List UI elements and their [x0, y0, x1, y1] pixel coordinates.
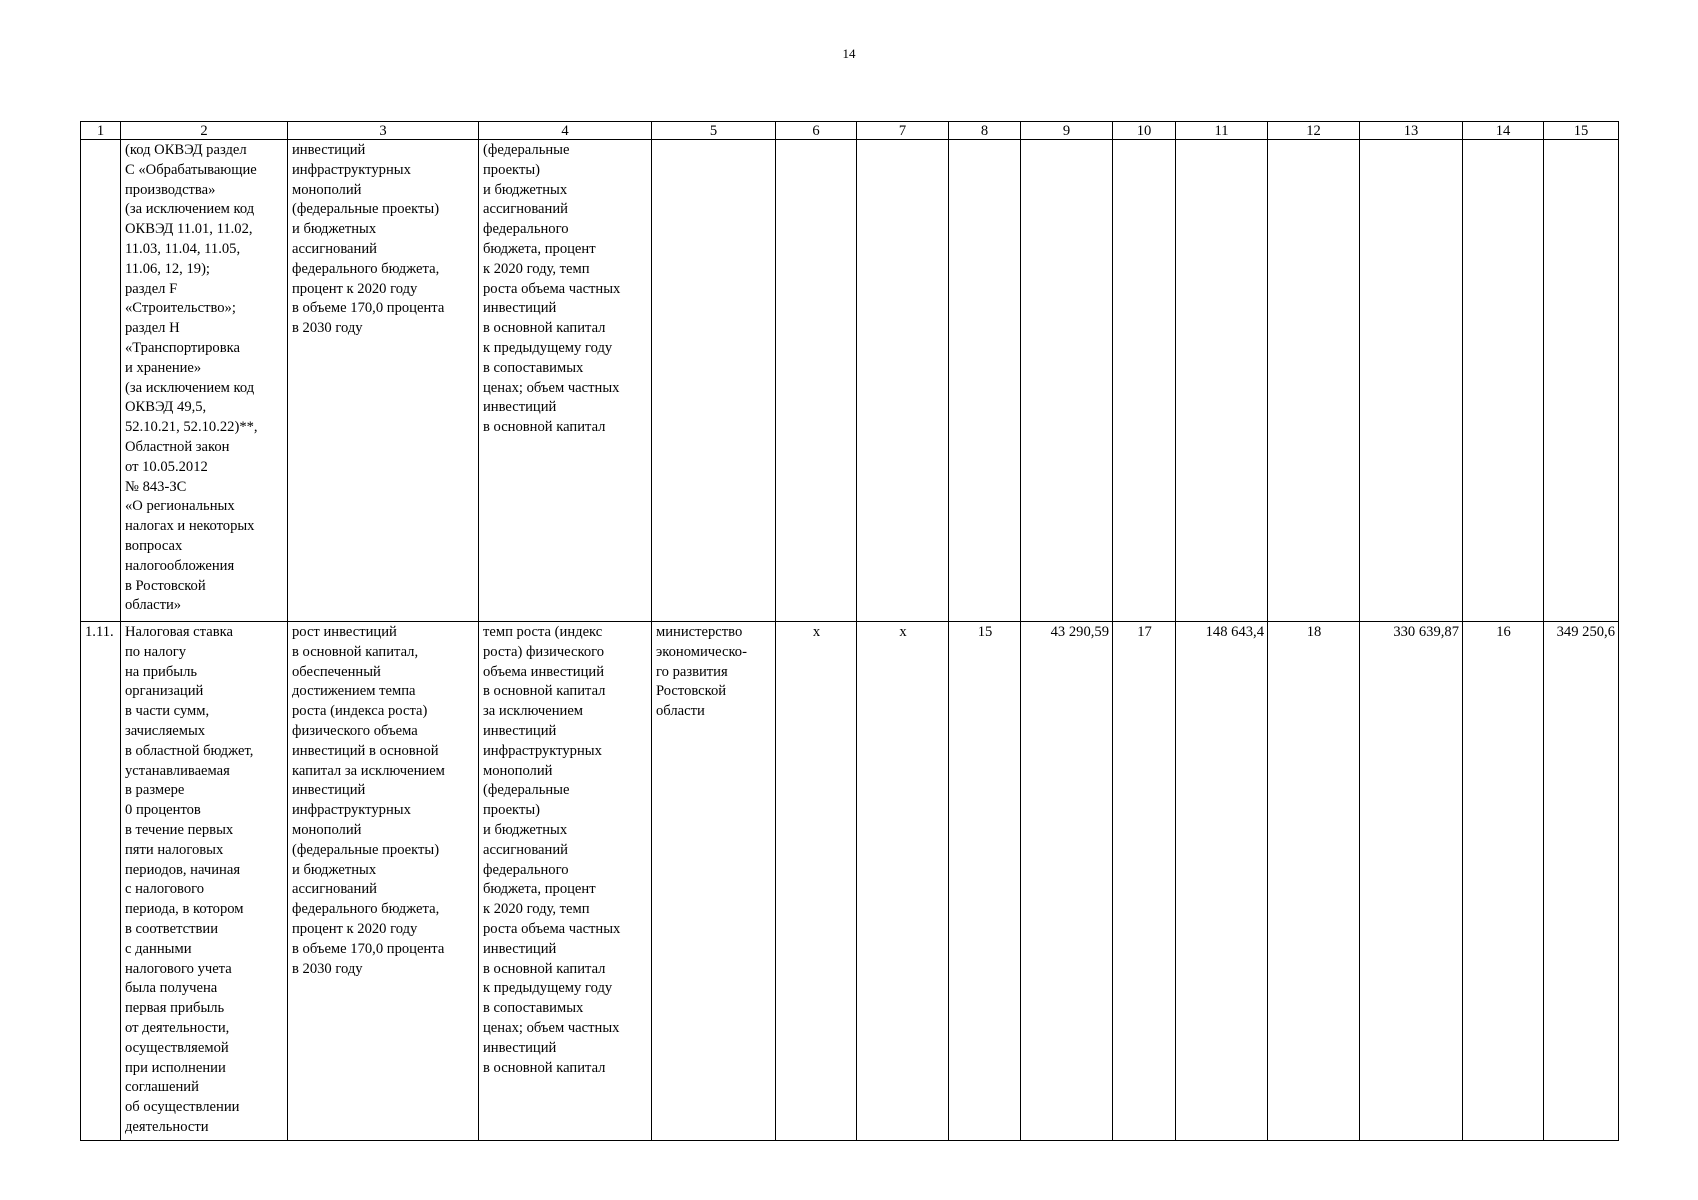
cell-col9: 43 290,59	[1021, 622, 1113, 1141]
column-header-4: 4	[479, 122, 652, 140]
column-header-15: 15	[1544, 122, 1619, 140]
column-header-11: 11	[1176, 122, 1268, 140]
cell-col10	[1113, 140, 1176, 622]
cell-col10: 17	[1113, 622, 1176, 1141]
cell-col14	[1463, 140, 1544, 622]
cell-col15: 349 250,6	[1544, 622, 1619, 1141]
column-header-13: 13	[1360, 122, 1463, 140]
column-header-2: 2	[121, 122, 288, 140]
cell-col8: 15	[949, 622, 1021, 1141]
cell-col8	[949, 140, 1021, 622]
cell-col14: 16	[1463, 622, 1544, 1141]
cell-description: (код ОКВЭД раздел С «Обрабатывающие производства» (за исключением код ОКВЭД 11.01, 11.02, 11.03, 11.04, 11.05, 11.06, 12, 19); раздел F «Строительство»; раздел Н «Транспортировка и хранение» (за исключением код ОКВЭД 49,5, 52.10.21, 52.10.22)**, Областной закон от 10.05.2012 № 843-ЗС «О региональных налогах и некоторых вопросах налогообложения в Ростовской области»	[121, 140, 288, 622]
cell-indicator: (федеральные проекты) и бюджетных ассигнований федерального бюджета, процент к 2020 году, темп роста объема частных инвестиций в основной капитал к предыдущему году в сопоставимых ценах; объем частных инвестиций в основной капитал	[479, 140, 652, 622]
column-header-3: 3	[288, 122, 479, 140]
cell-col6: x	[776, 622, 857, 1141]
cell-col12: 18	[1268, 622, 1360, 1141]
cell-index	[81, 140, 121, 622]
cell-goal: рост инвестиций в основной капитал, обеспеченный достижением темпа роста (индекса роста) физического объема инвестиций в основной капитал за исключением инвестиций инфраструктурных монополий (федеральные проекты) и бюджетных ассигнований федерального бюджета, процент к 2020 году в объеме 170,0 процента в 2030 году	[288, 622, 479, 1141]
table-row	[81, 140, 1619, 622]
column-header-10: 10	[1113, 122, 1176, 140]
cell-col15	[1544, 140, 1619, 622]
cell-col7: x	[857, 622, 949, 1141]
cell-col11	[1176, 140, 1268, 622]
cell-col13: 330 639,87	[1360, 622, 1463, 1141]
column-header-7: 7	[857, 122, 949, 140]
column-header-9: 9	[1021, 122, 1113, 140]
cell-indicator: темп роста (индекс роста) физического объема инвестиций в основной капитал за исключением инвестиций инфраструктурных монополий (федеральные проекты) и бюджетных ассигнований федерального бюджета, процент к 2020 году, темп роста объема частных инвестиций в основной капитал к предыдущему году в сопоставимых ценах; объем частных инвестиций в основной капитал	[479, 622, 652, 1141]
column-header-1: 1	[81, 122, 121, 140]
cell-col12	[1268, 140, 1360, 622]
cell-col6	[776, 140, 857, 622]
data-table	[80, 121, 1619, 1141]
table-row	[81, 622, 1619, 1141]
column-header-12: 12	[1268, 122, 1360, 140]
column-header-14: 14	[1463, 122, 1544, 140]
cell-col13	[1360, 140, 1463, 622]
header-row	[81, 122, 1619, 140]
column-header-5: 5	[652, 122, 776, 140]
cell-col11: 148 643,4	[1176, 622, 1268, 1141]
cell-index: 1.11.	[81, 622, 121, 1141]
cell-description: Налоговая ставка по налогу на прибыль организаций в части сумм, зачисляемых в областной бюджет, устанавливаемая в размере 0 процентов в течение первых пяти налоговых периодов, начиная с налогового периода, в котором в соответствии с данными налогового учета была получена первая прибыль от деятельности, осуществляемой при исполнении соглашений об осуществлении деятельности	[121, 622, 288, 1141]
cell-goal: инвестиций инфраструктурных монополий (федеральные проекты) и бюджетных ассигнований федерального бюджета, процент к 2020 году в объеме 170,0 процента в 2030 году	[288, 140, 479, 622]
column-header-6: 6	[776, 122, 857, 140]
page-number: 14	[842, 46, 856, 61]
cell-curator	[652, 140, 776, 622]
cell-col9	[1021, 140, 1113, 622]
column-header-8: 8	[949, 122, 1021, 140]
cell-curator: министерство экономическо- го развития Ростовской области	[652, 622, 776, 1141]
cell-col7	[857, 140, 949, 622]
